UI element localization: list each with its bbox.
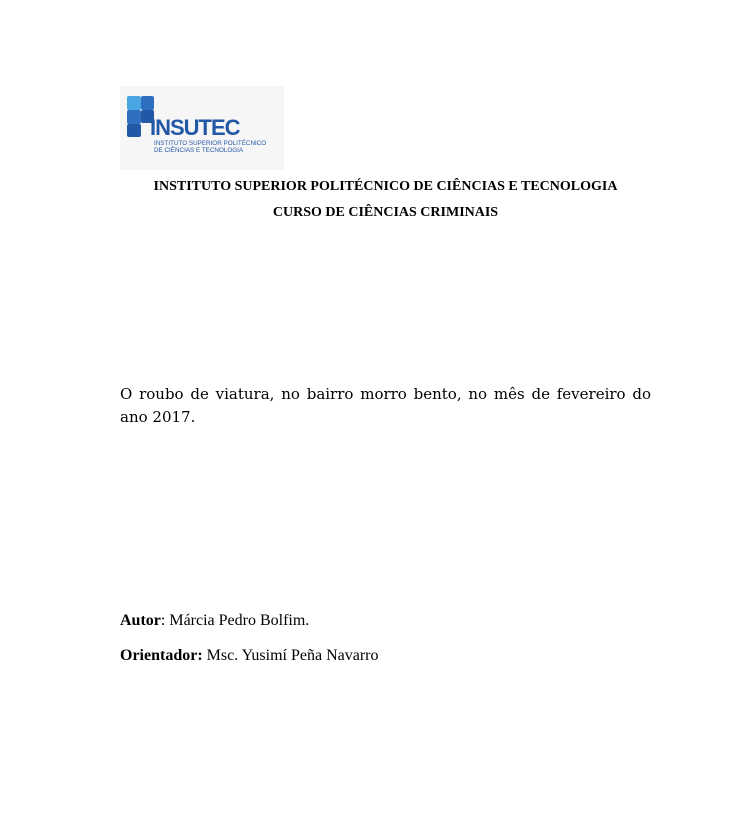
logo-subtitle-line2: DE CIÊNCIAS E TECNOLOGIA: [154, 147, 244, 154]
document-theme: O roubo de viatura, no bairro morro bento, no mês de fevereiro do ano 2017.: [120, 385, 651, 426]
author-label: Autor: [120, 612, 161, 629]
advisor-label: Orientador:: [120, 647, 203, 664]
logo-subtitle-line1: INSTITUTO SUPERIOR POLITÉCNICO: [154, 140, 267, 147]
advisor-name: Msc. Yusimí Peña Navarro: [202, 647, 379, 664]
advisor-line: [120, 647, 378, 665]
author-line: [120, 612, 309, 630]
insutec-logo: [120, 86, 284, 170]
logo-subtitle: [154, 140, 266, 154]
institution-title: INSTITUTO SUPERIOR POLITÉCNICO DE CIÊNCIAS E TECNOLOGIA: [153, 179, 618, 194]
course-title: CURSO DE CIÊNCIAS CRIMINAIS: [272, 205, 499, 220]
logo-wordmark: INSUTEC: [150, 115, 240, 140]
author-name: : Márcia Pedro Bolfim.: [160, 612, 310, 629]
